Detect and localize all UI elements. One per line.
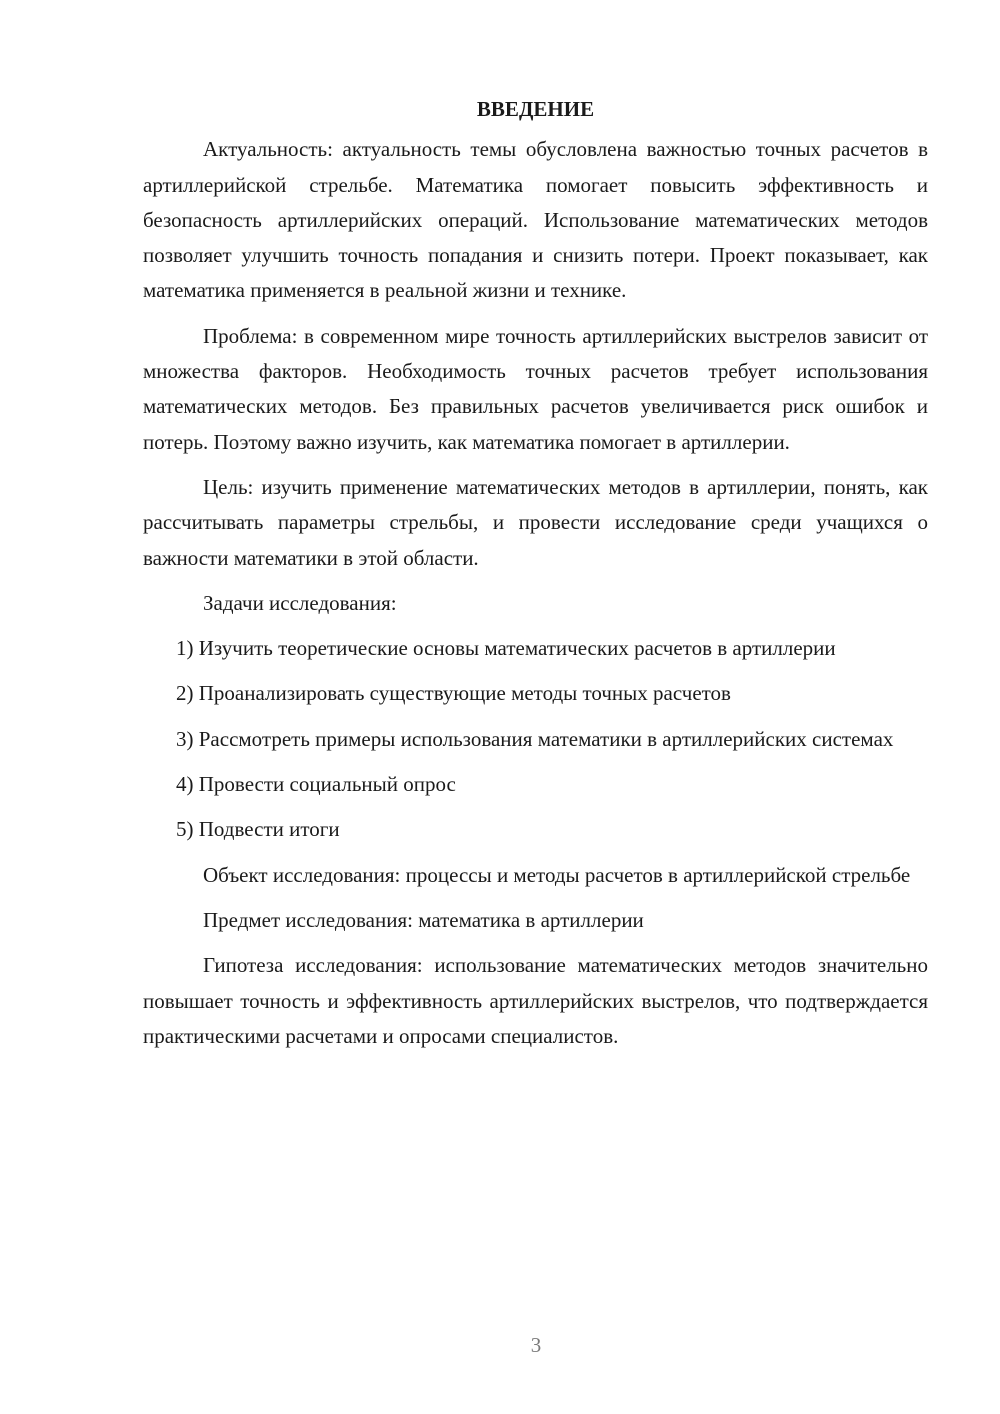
document-page [143,92,928,1064]
problem-paragraph: Проблема: в современном мире точность артиллерийских выстрелов зависит от множества факторов. Необходимость точных расчетов требует использования математических методов. Без правильных расчетов увеличивается риск ошибок и потерь. Поэтому важно изучить, как математика помогает в артиллерии. [143,323,928,454]
section-title: ВВЕДЕНИЕ [476,97,595,121]
tasks-heading: Задачи исследования: [203,590,397,615]
object-paragraph: Объект исследования: процессы и методы расчетов в артиллерийской стрельбе [203,862,911,887]
task-item-1: 1) Изучить теоретические основы математических расчетов в артиллерии [176,636,836,661]
page-number: 3 [530,1333,542,1357]
subject-paragraph: Предмет исследования: математика в артиллерии [203,907,644,932]
task-item-3: 3) Рассмотреть примеры использования математики в артиллерийских системах [176,726,894,751]
task-item-4: 4) Провести социальный опрос [176,772,456,797]
relevance-paragraph: Актуальность: актуальность темы обусловлена важностью точных расчетов в артиллерийской стрельбе. Математика помогает повысить эффективность и безопасность артиллерийских операций. Использование математических методов позволяет улучшить точность попадания и снизить потери. Проект показывает, как математика применяется в реальной жизни и технике. [143,137,928,303]
task-item-2: 2) Проанализировать существующие методы точных расчетов [176,681,731,706]
hypothesis-paragraph: Гипотеза исследования: использование математических методов значительно повышает точность и эффективность артиллерийских выстрелов, что подтверждается практическими расчетами и опросами специалистов. [143,953,928,1048]
goal-paragraph: Цель: изучить применение математических методов в артиллерии, понять, как рассчитывать параметры стрельбы, и провести исследование среди учащихся о важности математики в этой области. [143,474,928,570]
task-item-5: 5) Подвести итоги [176,817,340,842]
